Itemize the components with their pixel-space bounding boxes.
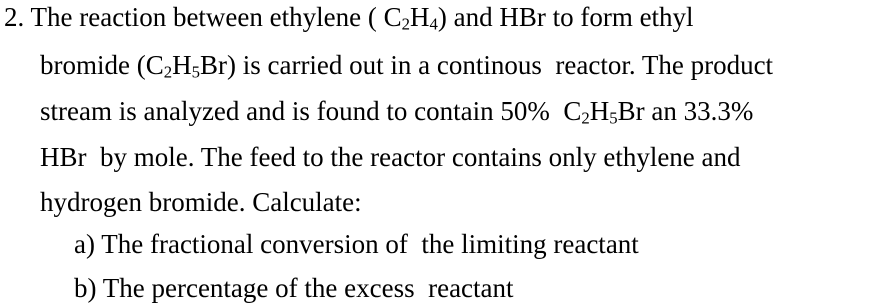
line3-text-c: Br an 33.3% xyxy=(617,96,754,126)
problem-line-4: HBr by mole. The feed to the reactor contains only ethylene and xyxy=(40,142,741,172)
question-item-a xyxy=(74,229,639,259)
line1-subscript-1: 2 xyxy=(401,14,410,34)
problem-line-1 xyxy=(4,2,694,32)
line3-text-a: stream is analyzed and is found to contain 50% C xyxy=(40,96,582,126)
line1-text-c: ) and HBr to form ethyl xyxy=(437,2,694,32)
line2-text-b: H xyxy=(172,50,192,80)
line2-subscript-2: 5 xyxy=(191,62,200,82)
line2-text-a: bromide (C xyxy=(40,50,164,80)
line3-subscript-1: 2 xyxy=(581,108,590,128)
line1-subscript-2: 4 xyxy=(429,14,438,34)
problem-line-3 xyxy=(40,96,753,126)
question-item-label: b) xyxy=(74,273,97,303)
problem-line-2 xyxy=(40,50,773,80)
line2-subscript-1: 2 xyxy=(163,62,173,82)
line3-text-b: H xyxy=(589,96,610,126)
question-item-b xyxy=(74,273,514,303)
problem-line-5: hydrogen bromide. Calculate: xyxy=(40,187,362,217)
line2-text-c: Br) is carried out in a continous reactor. The product xyxy=(199,50,774,80)
line3-subscript-2: 5 xyxy=(609,108,618,128)
question-item-text: The fractional conversion of the limiting reactant xyxy=(101,229,639,259)
question-item-label: a) xyxy=(74,229,95,259)
line1-text-a: The reaction between ethylene ( C xyxy=(30,2,402,32)
question-item-text: The percentage of the excess reactant xyxy=(102,273,514,303)
line1-text-b: H xyxy=(409,2,430,32)
problem-number: 2. xyxy=(4,2,25,32)
